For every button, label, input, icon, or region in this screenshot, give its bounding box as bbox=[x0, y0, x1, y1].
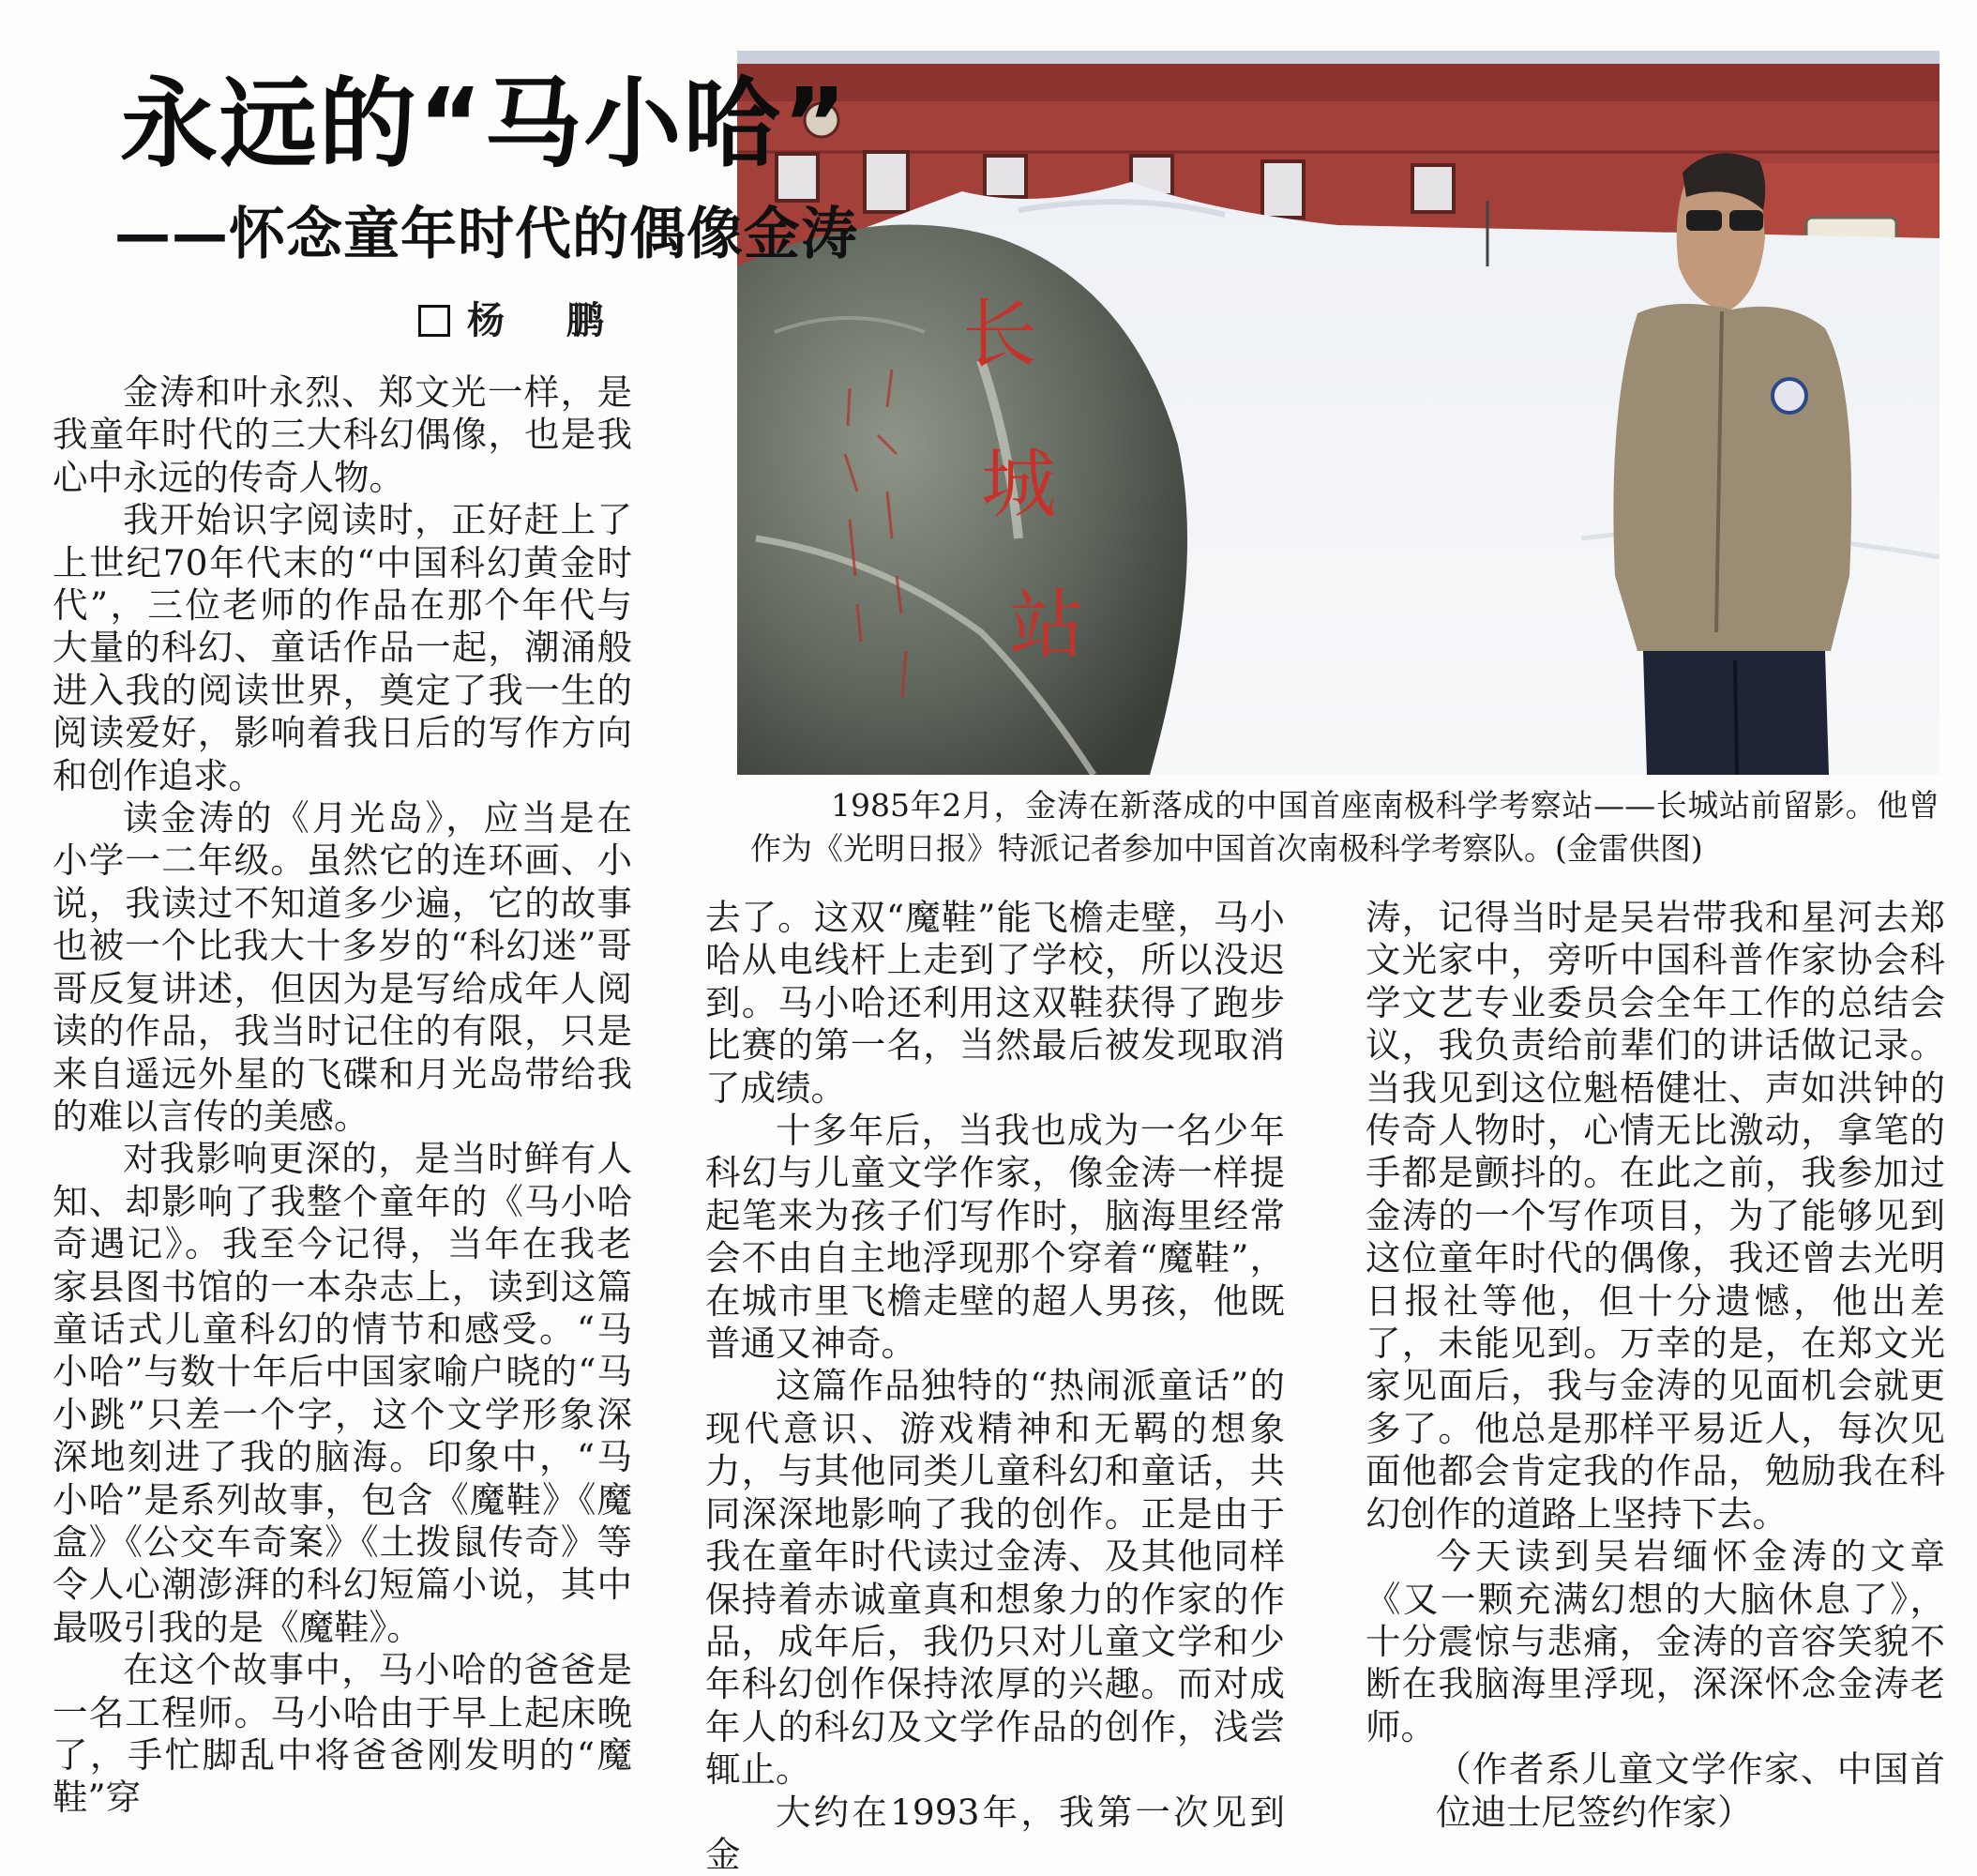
stone-char-2: 城 bbox=[981, 441, 1056, 528]
photo-caption-text: 1985年2月，金涛在新落成的中国首座南极科学考察站——长城站前留影。他曾作为《光明日报》特派记者参加中国首次南极科学考察队。(金雷供图) bbox=[750, 787, 1939, 867]
stone-char-3: 站 bbox=[1009, 582, 1084, 669]
paragraph: 在这个故事中，马小哈的爸爸是一名工程师。马小哈由于早上起床晚了，手忙脚乱中将爸爸刚发明的“魔鞋”穿 bbox=[53, 1649, 632, 1819]
article-photo bbox=[737, 51, 1939, 775]
paragraph-continued: 去了。这双“魔鞋”能飞檐走壁，马小哈从电线杆上走到了学校，所以没迟到。马小哈还利用这双鞋获得了跑步比赛的第一名，当然最后被发现取消了成绩。 bbox=[705, 897, 1285, 1109]
article-title: 永远的“马小哈” bbox=[120, 67, 849, 181]
antarctic-station-photo-illustration bbox=[737, 51, 1939, 775]
byline bbox=[418, 293, 628, 349]
paragraph-continued: 涛，记得当时是吴岩带我和星河去郑文光家中，旁听中国科普作家协会科学文艺专业委员会全年工作的总结会议，我负责给前辈们的讲话做记录。当我见到这位魁梧健壮、声如洪钟的传奇人物时，心情无比激动，拿笔的手都是颤抖的。在此之前，我参加过金涛的一个写作项目，为了能够见到这位童年时代的偶像，我还曾去光明日报社等他，但十分遗憾，他出差了，未能见到。万幸的是，在郑文光家见面后，我与金涛的见面机会就更多了。他总是那样平易近人，每次见面他都会肯定我的作品，勉励我在科幻创作的道路上坚持下去。 bbox=[1366, 897, 1945, 1535]
stone-char-1: 长 bbox=[962, 291, 1037, 378]
article-column-3 bbox=[1366, 897, 1945, 1834]
paragraph: 我开始识字阅读时，正好赶上了上世纪70年代末的“中国科幻黄金时代”，三位老师的作品在那个年代与大量的科幻、童话作品一起，潮涌般进入我的阅读世界，奠定了我一生的阅读爱好，影响着我日后的写作方向和创作追求。 bbox=[53, 499, 632, 796]
paragraph: 十多年后，当我也成为一名少年科幻与儿童文学作家，像金涛一样提起笔来为孩子们写作时，脑海里经常会不由自主地浮现那个穿着“魔鞋”，在城市里飞檐走壁的超人男孩，他既普通又神奇。 bbox=[705, 1110, 1285, 1365]
author-name: 杨 鹏 bbox=[467, 299, 628, 342]
paragraph: 读金涛的《月光岛》，应当是在小学一二年级。虽然它的连环画、小说，我读过不知道多少遍，它的故事也被一个比我大十多岁的“科幻迷”哥哥反复讲述，但因为是写给成年人阅读的作品，我当时记住的有限，只是来自遥远外星的飞碟和月光岛带给我的难以言传的美感。 bbox=[53, 797, 632, 1137]
paragraph: 大约在1993年，我第一次见到金 bbox=[705, 1791, 1285, 1875]
byline-box-icon bbox=[418, 305, 450, 337]
photo-caption bbox=[750, 784, 1939, 870]
paragraph: 这篇作品独特的“热闹派童话”的现代意识、游戏精神和无羁的想象力，与其他同类儿童科幻和童话，共同深深地影响了我的创作。正是由于我在童年时代读过金涛、及其他同样保持着赤诚童真和想象力的作家的作品，成年后，我仍只对儿童文学和少年科幻创作保持浓厚的兴趣。而对成年人的科幻及文学作品的创作，浅尝辄止。 bbox=[705, 1365, 1285, 1791]
paragraph: 对我影响更深的，是当时鲜有人知、却影响了我整个童年的《马小哈奇遇记》。我至今记得，当年在我老家县图书馆的一本杂志上，读到这篇童话式儿童科幻的情节和感受。“马小哈”与数十年后中国家喻户晓的“马小跳”只差一个字，这个文学形象深深地刻进了我的脑海。印象中，“马小哈”是系列故事，包含《魔鞋》《魔盒》《公交车奇案》《土拨鼠传奇》等令人心潮澎湃的科幻短篇小说，其中最吸引我的是《魔鞋》。 bbox=[53, 1138, 632, 1648]
paragraph: 金涛和叶永烈、郑文光一样，是我童年时代的三大科幻偶像，也是我心中永远的传奇人物。 bbox=[53, 371, 632, 498]
article-subtitle: ——怀念童年时代的偶像金涛 bbox=[114, 202, 858, 267]
article-column-1 bbox=[53, 371, 632, 1820]
article-column-2 bbox=[705, 897, 1285, 1876]
paragraph: 今天读到吴岩缅怀金涛的文章《又一颗充满幻想的大脑休息了》，十分震惊与悲痛，金涛的音容笑貌不断在我脑海里浮现，深深怀念金涛老师。 bbox=[1366, 1536, 1945, 1747]
author-credit: （作者系儿童文学作家、中国首位迪士尼签约作家） bbox=[1436, 1748, 1945, 1833]
